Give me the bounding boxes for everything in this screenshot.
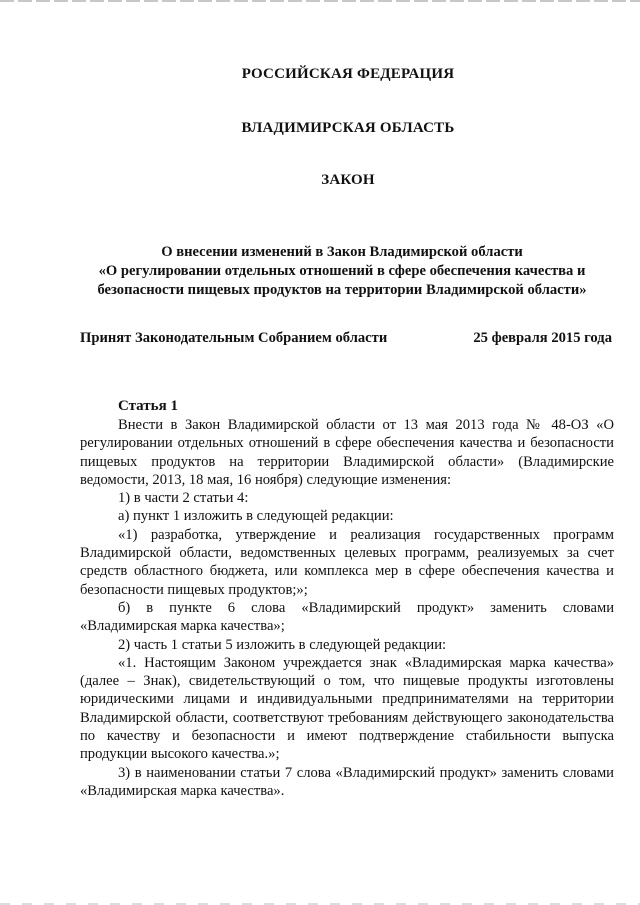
article-paragraph: «1. Настоящим Законом учреждается знак «Владимирская марка качества» (далее – Знак), свидетельствующий о том, что пищевые продукты изготовлены юридическими лицами и индивидуальными предпринимателями на территории Владимирской области, соответствуют требованиям действующего законодательства по качеству и безопасности и имеют подтверждение стабильности выпуска продукции высокого качества.»; (80, 654, 614, 763)
article-paragraph: «1) разработка, утверждение и реализация государственных программ Владимирской области, ведомственных целевых программ, реализуемых за счет средств областного бюджета, или комплекса мер в сфере обеспечения качества и безопасности пищевых продуктов;»; (80, 526, 614, 598)
article-title: Статья 1 (118, 398, 178, 414)
adoption-date: 25 февраля 2015 года (473, 330, 612, 346)
scan-edge-top (0, 0, 640, 2)
adopted-by: Принят Законодательным Собранием области (80, 330, 388, 346)
article-paragraph: б) в пункте 6 слова «Владимирский продукт» заменить словами «Владимирская марка качества»; (80, 599, 614, 635)
article-paragraph: а) пункт 1 изложить в следующей редакции: (118, 508, 394, 525)
article-paragraph: 1) в части 2 статьи 4: (118, 490, 249, 507)
adoption-line (80, 330, 612, 347)
header-doc-type: ЗАКОН (321, 172, 375, 188)
article-paragraph: Внести в Закон Владимирской области от 13 мая 2013 года № 48-ОЗ «О регулировании отдельных отношений в сфере обеспечения качества и безопасности пищевых продуктов на территории Владимирской области» (Владимирские ведомости, 2013, 18 мая, 16 ноября) следующие изменения: (80, 417, 614, 488)
header-region: ВЛАДИМИРСКАЯ ОБЛАСТЬ (241, 120, 455, 136)
law-title-line-3: безопасности пищевых продуктов на территории Владимирской области» (97, 282, 587, 298)
law-title-line-2: «О регулировании отдельных отношений в сфере обеспечения качества и (98, 263, 586, 279)
law-title (72, 243, 612, 300)
law-title-line-1: О внесении изменений в Закон Владимирской области (161, 244, 523, 260)
article-body (80, 416, 614, 800)
article-paragraph: 3) в наименовании статьи 7 слова «Владимирский продукт» заменить словами «Владимирская марка качества». (80, 764, 614, 799)
header-country: РОССИЙСКАЯ ФЕДЕРАЦИЯ (241, 66, 455, 82)
article-paragraph: 2) часть 1 статьи 5 изложить в следующей редакции: (118, 636, 447, 653)
